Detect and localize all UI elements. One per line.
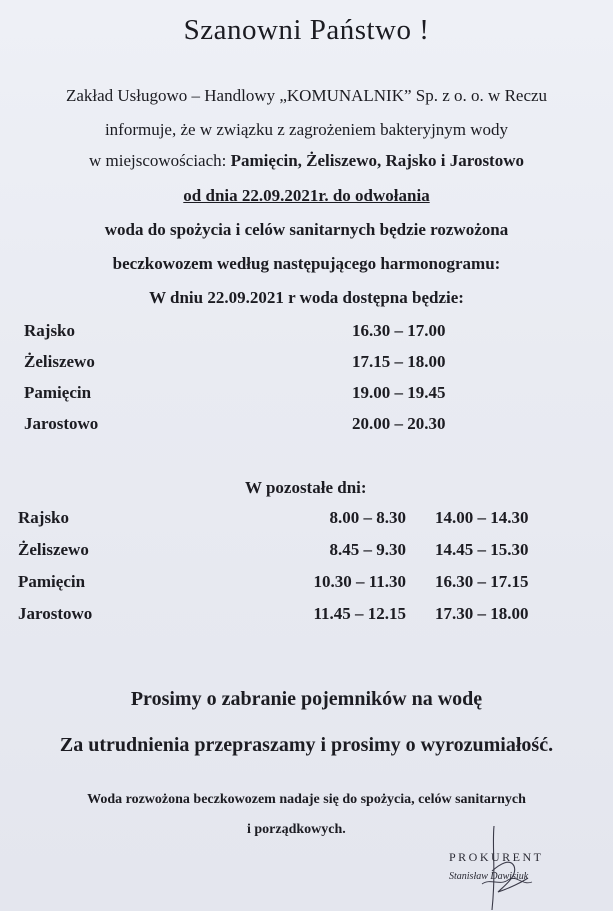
time-range: 19.00 – 19.45 xyxy=(352,383,446,402)
time-range: 20.00 – 20.30 xyxy=(352,414,446,433)
town-name: Jarostowo xyxy=(18,604,93,623)
morning-time-range: 11.45 – 12.15 xyxy=(313,604,406,623)
town-name: Żeliszewo xyxy=(24,352,95,371)
handwritten-signature xyxy=(470,826,550,911)
intro-line-places xyxy=(0,151,613,171)
afternoon-time-range: 16.30 – 17.15 xyxy=(435,572,529,591)
first-day-title: W dniu 22.09.2021 r woda dostępna będzie: xyxy=(149,288,464,307)
note-line-2: i porządkowych. xyxy=(247,822,346,837)
morning-time-range: 8.45 – 9.30 xyxy=(329,540,406,559)
time-range: 17.15 – 18.00 xyxy=(352,352,446,371)
town-name: Żeliszewo xyxy=(18,540,89,559)
water-line-1: woda do spożycia i celów sanitarnych będzie rozwożona xyxy=(104,220,509,239)
time-range: 16.30 – 17.00 xyxy=(352,321,446,340)
town-name: Rajsko xyxy=(24,321,76,340)
appeal-containers: Prosimy o zabranie pojemników na wodę xyxy=(130,688,483,710)
intro-line-info: informuje, że w związku z zagrożeniem bakteryjnym wody xyxy=(104,120,509,139)
town-name: Jarostowo xyxy=(24,414,99,433)
town-name: Rajsko xyxy=(18,508,70,527)
appeal-apology: Za utrudnienia przepraszamy i prosimy o wyrozumiałość. xyxy=(59,734,554,756)
stamp-title: PROKURENT xyxy=(449,850,544,864)
note-line-1: Woda rozwożona beczkowozem nadaje się do spożycia, celów sanitarnych xyxy=(87,792,526,807)
town-name: Pamięcin xyxy=(18,572,86,591)
water-line-2: beczkowozem według następującego harmonogramu: xyxy=(112,254,501,273)
stamp-signer-name: Stanisław Dawisiuk xyxy=(449,871,529,882)
town-name: Pamięcin xyxy=(24,383,92,402)
morning-time-range: 8.00 – 8.30 xyxy=(329,508,406,527)
places-prefix: w miejscowościach: xyxy=(88,151,231,170)
places-list: Pamięcin, Żeliszewo, Rajsko i Jarostowo xyxy=(230,151,524,170)
date-line: od dnia 22.09.2021r. do odwołania xyxy=(183,186,430,205)
afternoon-time-range: 14.00 – 14.30 xyxy=(435,508,529,527)
morning-time-range: 10.30 – 11.30 xyxy=(313,572,406,591)
afternoon-time-range: 14.45 – 15.30 xyxy=(435,540,529,559)
intro-line-company: Zakład Usługowo – Handlowy „KOMUNALNIK” Sp. z o. o. w Reczu xyxy=(65,86,548,105)
afternoon-time-range: 17.30 – 18.00 xyxy=(435,604,529,623)
other-days-title: W pozostałe dni: xyxy=(245,478,367,497)
page-title: Szanowni Państwo ! xyxy=(183,14,430,46)
